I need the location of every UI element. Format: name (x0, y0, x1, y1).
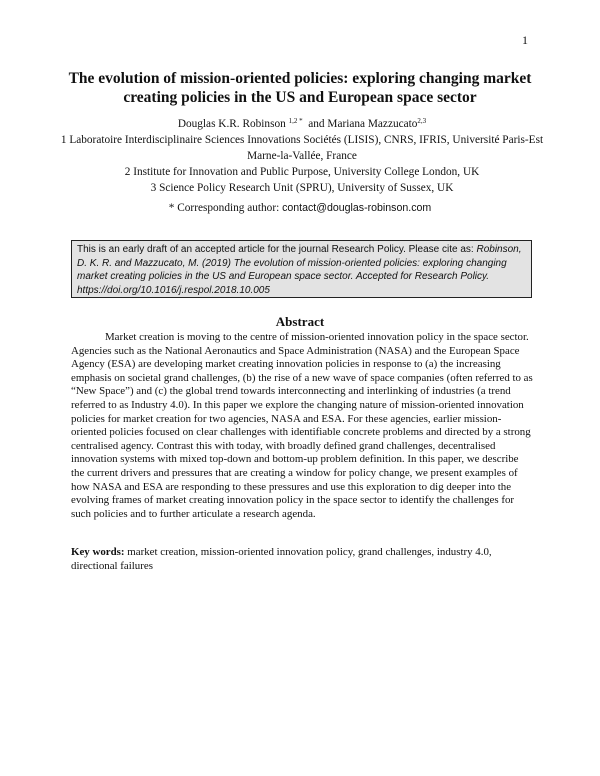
affiliation-3: 3 Science Policy Research Unit (SPRU), University of Sussex, UK (150, 182, 454, 194)
abstract-body: Market creation is moving to the centre of mission-oriented innovation policy in the space sector. Agencies such as the National Aeronautics and Space Administration (NASA) and the European Space Agency (ESA) are developing market creating innovation policies in response to (a) the increasing emphasis on societal grand challenges, (b) the rise of a new wave of space companies (often referred to as “New Space”) and (c) the global trend towards interconnecting and interlinking of industries (a trend referred to as Industry 4.0). In this paper we explore the changing nature of mission-oriented innovation policies for market creation for two agencies, NASA and ESA. For these agencies, earlier mission-oriented policies focused on clear challenges with identifiable concrete problems and directed by a strong centralised agency. Contrast this with today, with broadly defined grand challenges, decentralised innovation systems with mixed top-down and bottom-up problem definition. In this paper, we describe the current drivers and pressures that are creating a window for policy change, we present examples of how NASA and ESA are responding to these pressures and use this exploration to dig deeper into the evolving frames of market creating innovation policy in the space sector to identify the challenges for such policies and to further articulate a research agenda. (71, 331, 533, 520)
author-1-name: Douglas K.R. Robinson (177, 118, 286, 130)
notice-citation: Robinson, D. K. R. and Mazzucato, M. (2019) The evolution of mission-oriented policies: exploring changing market creating policies in the US and European space sector. Accepted for Research Policy. https://doi.org/10.1016/j.respol.2018.10.005 (77, 244, 522, 296)
author-conjunction: and (308, 118, 325, 130)
page-number: 1 (522, 33, 528, 47)
author-line (60, 116, 544, 132)
keywords-text: market creation, mission-oriented innovation policy, grand challenges, industry 4.0, directional failures (71, 546, 492, 572)
author-1-superscript: 1,2 * (288, 117, 303, 125)
notice-intro: This is an early draft of an accepted article for the journal Research Policy. Please cite as: (77, 244, 474, 255)
author-block (60, 116, 544, 196)
keywords (71, 546, 533, 573)
keywords-label: Key words: (71, 546, 125, 558)
corresponding-author (0, 202, 600, 214)
author-2-superscript: 2,3 (417, 117, 427, 125)
affiliation-1: 1 Laboratoire Interdisciplinaire Sciences Innovations Sociétés (LISIS), CNRS, IFRIS, Université Paris-Est Marne-la-Vallée, France (60, 134, 544, 162)
corresponding-email: contact@douglas-robinson.com (282, 202, 432, 214)
citation-notice-box (71, 240, 532, 298)
affiliation-2: 2 Institute for Innovation and Public Purpose, University College London, UK (124, 166, 480, 178)
corresponding-label: * Corresponding author: (168, 202, 280, 214)
author-2-name: Mariana Mazzucato (327, 118, 418, 130)
paper-title: The evolution of mission-oriented policies: exploring changing market creating policies in the US and European space sector (68, 70, 532, 106)
abstract-heading: Abstract (275, 314, 325, 329)
